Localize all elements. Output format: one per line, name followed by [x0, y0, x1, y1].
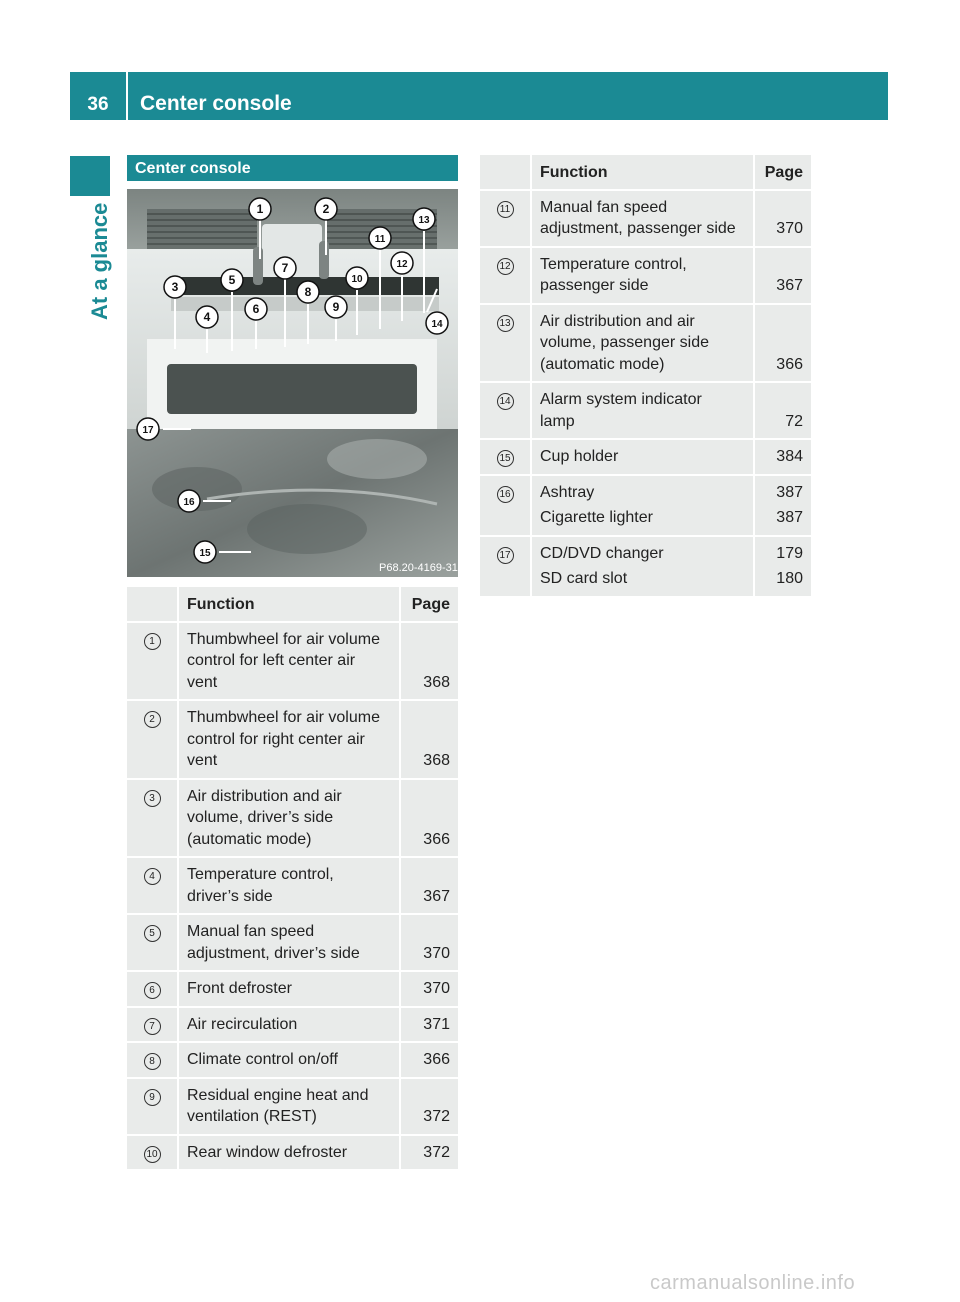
header-number: [480, 155, 532, 191]
callout-marker: [137, 418, 159, 440]
function-cell: [179, 915, 401, 972]
callout-label: 5: [228, 273, 236, 287]
watermark: carmanualsonline.info: [650, 1272, 856, 1294]
function-cell: [532, 191, 755, 248]
callout-marker: [221, 269, 243, 291]
table-row: [480, 305, 811, 384]
row-number-cell: [127, 1008, 179, 1044]
page-header: [70, 72, 888, 120]
table-row: [480, 476, 811, 506]
function-text-line: adjustment, passenger side: [540, 220, 736, 237]
row-number-cell: [480, 383, 532, 440]
function-text-line: Thumbwheel for air volume: [187, 709, 380, 726]
function-text-line: Thumbwheel for air volume: [187, 630, 380, 648]
row-number-cell: [127, 701, 179, 780]
function-text-line: Front defroster: [187, 980, 292, 997]
callout-number: 16: [497, 486, 514, 503]
row-number-cell: [127, 780, 179, 859]
row-number-cell: [127, 915, 179, 972]
header-page: Page: [401, 587, 458, 623]
page-cell: 366: [401, 780, 458, 859]
row-number-cell: [127, 858, 179, 915]
page-cell: 366: [755, 305, 812, 384]
callout-label: 13: [418, 215, 430, 226]
table-row: [480, 248, 811, 305]
callout-label: 10: [351, 274, 363, 285]
row-number-cell: [127, 1043, 179, 1079]
page-number: 36: [87, 94, 109, 115]
callout-number: 10: [144, 1146, 161, 1163]
table-row: [127, 972, 458, 1008]
function-table-left: [127, 587, 458, 1171]
callout-number: 17: [497, 547, 514, 564]
callout-number: 8: [144, 1053, 161, 1070]
function-text-line: Temperature control,: [187, 866, 334, 883]
callout-marker: [325, 296, 347, 318]
callout-number: 4: [144, 868, 161, 885]
header-function: Function: [179, 587, 401, 623]
function-text-line: vent: [187, 673, 218, 691]
callout-marker: [346, 267, 368, 289]
header-function: Function: [532, 155, 755, 191]
center-console-photo: [127, 189, 458, 577]
function-text-line: Climate control on/off: [187, 1051, 338, 1068]
page-cell: 368: [401, 623, 458, 702]
callout-marker: [369, 227, 391, 249]
table-row: [127, 1136, 458, 1172]
function-text-line: volume, passenger side: [540, 334, 709, 351]
table-row: [127, 1008, 458, 1044]
function-text-line: volume, driver’s side: [187, 809, 334, 826]
function-cell: [179, 780, 401, 859]
row-number-cell: [480, 476, 532, 537]
callout-number: 12: [497, 258, 514, 275]
function-text-line: Temperature control,: [540, 255, 687, 273]
function-cell: SD card slot: [532, 566, 755, 598]
function-cell: [179, 623, 401, 702]
function-text-line: Air distribution and air: [187, 787, 342, 805]
callout-number: 6: [144, 982, 161, 999]
callout-label: 14: [431, 319, 443, 330]
function-cell: [532, 305, 755, 384]
table-row: [480, 440, 811, 476]
page-cell: 387: [755, 476, 812, 506]
row-number-cell: [480, 440, 532, 476]
page-cell: 367: [401, 858, 458, 915]
callout-label: 4: [203, 310, 211, 324]
table-header-row: [480, 155, 811, 191]
row-number-cell: [480, 248, 532, 305]
callout-label: 16: [183, 497, 195, 508]
callout-number: 5: [144, 925, 161, 942]
table-row: [480, 191, 811, 248]
section-title: Center console: [127, 155, 458, 181]
function-text-line: control for left center air: [187, 652, 356, 669]
callout-number: 7: [144, 1018, 161, 1035]
function-text-line: Cup holder: [540, 448, 619, 465]
callout-marker: [196, 306, 218, 328]
function-text-line: vent: [187, 752, 218, 769]
page-cell: 372: [401, 1136, 458, 1172]
callout-number: 9: [144, 1089, 161, 1106]
table-row: [127, 915, 458, 972]
table-header-row: [127, 587, 458, 623]
callout-number: 3: [144, 790, 161, 807]
function-cell: CD/DVD changer: [532, 537, 755, 567]
function-text-line: (automatic mode): [187, 830, 312, 848]
row-number-cell: [127, 972, 179, 1008]
table-row: [127, 780, 458, 859]
function-text-line: control for right center air: [187, 730, 365, 748]
page-cell: 72: [755, 383, 812, 440]
function-cell: Cigarette lighter: [532, 505, 755, 537]
callout-label: 7: [281, 261, 289, 275]
function-cell: [179, 858, 401, 915]
row-number-cell: [127, 623, 179, 702]
callout-marker: [315, 198, 337, 220]
table-row: [480, 383, 811, 440]
callout-marker: [164, 276, 186, 298]
callout-number: 15: [497, 450, 514, 467]
page-cell: 368: [401, 701, 458, 780]
chapter-title: Center console: [140, 92, 292, 115]
function-cell: [532, 440, 755, 476]
callout-number: 14: [497, 393, 514, 410]
callout-label: 6: [252, 302, 260, 316]
header-number: [127, 587, 179, 623]
callout-number: 13: [497, 315, 514, 332]
photo-code: P68.20-4169-31: [379, 562, 458, 574]
page-cell: 180: [755, 566, 812, 598]
function-text-line: Air distribution and air: [540, 312, 695, 330]
callout-number: 1: [144, 633, 161, 650]
function-text-line: Manual fan speed: [540, 198, 668, 216]
page-cell: 179: [755, 537, 812, 567]
row-number-cell: [127, 1079, 179, 1136]
callout-marker: [391, 252, 413, 274]
function-text-line: ventilation (REST): [187, 1108, 317, 1125]
function-cell: [179, 1008, 401, 1044]
page-cell: 387: [755, 505, 812, 537]
callout-marker: [426, 312, 448, 334]
page-cell: 372: [401, 1079, 458, 1136]
page-cell: 384: [755, 440, 812, 476]
function-text-line: passenger side: [540, 277, 649, 294]
function-text-line: Rear window defroster: [187, 1143, 348, 1161]
function-cell: [532, 248, 755, 305]
function-text-line: Manual fan speed: [187, 923, 315, 940]
function-cell: [179, 1136, 401, 1172]
function-text-line: driver’s side: [187, 887, 273, 905]
function-text-line: Air recirculation: [187, 1015, 298, 1033]
table-row: [127, 1043, 458, 1079]
function-cell: [179, 1043, 401, 1079]
function-text-line: adjustment, driver’s side: [187, 944, 360, 962]
table-row: [127, 701, 458, 780]
table-row: [127, 858, 458, 915]
function-cell: [179, 972, 401, 1008]
row-number-cell: [127, 1136, 179, 1172]
row-number-cell: [480, 305, 532, 384]
callout-label: 3: [171, 280, 179, 294]
row-number-cell: [480, 537, 532, 598]
page-cell: 371: [401, 1008, 458, 1044]
callout-marker: [413, 208, 435, 230]
callout-label: 11: [374, 234, 386, 245]
row-number-cell: [480, 191, 532, 248]
callout-number: 2: [144, 711, 161, 728]
callout-number: 11: [497, 201, 514, 218]
callout-marker: [274, 257, 296, 279]
function-cell: [179, 701, 401, 780]
header-divider: [126, 72, 128, 120]
side-tab-label: At a glance: [87, 202, 112, 320]
page-cell: 366: [401, 1043, 458, 1079]
function-text-line: (automatic mode): [540, 355, 665, 373]
function-text-line: lamp: [540, 412, 575, 430]
page-cell: 367: [755, 248, 812, 305]
callout-marker: [178, 490, 200, 512]
callout-label: 8: [304, 285, 312, 299]
table-row: [127, 623, 458, 702]
page-cell: 370: [755, 191, 812, 248]
callout-marker: [194, 541, 216, 563]
function-table-right: [480, 155, 811, 598]
callout-marker: [297, 281, 319, 303]
callout-label: 17: [142, 425, 154, 436]
callout-marker: [245, 298, 267, 320]
callout-marker: [249, 198, 271, 220]
callout-label: 1: [256, 202, 264, 216]
table-row: [127, 1079, 458, 1136]
function-cell: Ashtray: [532, 476, 755, 506]
page-cell: 370: [401, 915, 458, 972]
page-cell: 370: [401, 972, 458, 1008]
callout-label: 12: [396, 259, 408, 270]
function-cell: [532, 383, 755, 440]
function-text-line: Alarm system indicator: [540, 391, 702, 408]
side-tab-block: [70, 156, 110, 196]
function-text-line: Residual engine heat and: [187, 1086, 369, 1104]
callout-label: 9: [332, 300, 340, 314]
function-cell: [179, 1079, 401, 1136]
callout-label: 2: [322, 202, 330, 216]
callout-label: 15: [199, 548, 211, 559]
table-row: [480, 537, 811, 567]
header-page: Page: [755, 155, 812, 191]
